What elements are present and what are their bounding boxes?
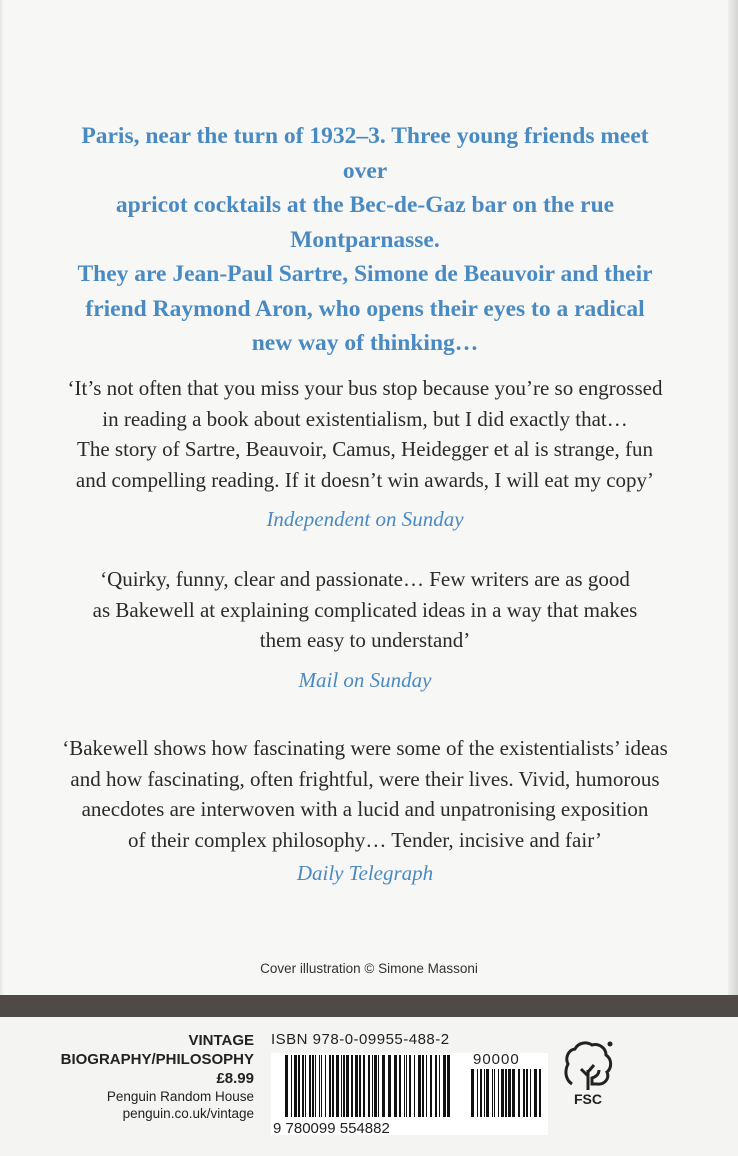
barcode-bar (294, 1055, 297, 1117)
barcode-bar (484, 1069, 485, 1117)
publisher-info (61, 1031, 254, 1122)
barcode-bar (414, 1055, 415, 1117)
barcode-bar (302, 1055, 304, 1117)
barcode-bar (426, 1055, 427, 1117)
ean-bars (285, 1055, 450, 1117)
barcode-bar (285, 1055, 288, 1117)
barcode-bar (409, 1055, 411, 1117)
barcode-bar (492, 1069, 493, 1117)
barcode-bar (518, 1069, 520, 1117)
barcode-bar (315, 1055, 316, 1117)
barcode-bar (374, 1055, 377, 1117)
barcode-bar (372, 1055, 373, 1117)
barcode-bar (534, 1069, 537, 1117)
barcode-bar (471, 1069, 474, 1117)
barcode-bar (480, 1069, 482, 1117)
addon-bars (471, 1069, 541, 1117)
barcode-bar (291, 1055, 292, 1117)
category-label: BIOGRAPHY/PHILOSOPHY (60, 1051, 254, 1068)
barcode (271, 1053, 548, 1135)
blurb-line: new way of thinking… (251, 330, 479, 356)
quote-line: ‘Quirky, funny, clear and passionate… Few writers are as good (100, 567, 630, 591)
quote-line: of their complex philosophy… Tender, incisive and fair’ (128, 827, 602, 852)
barcode-bar (355, 1055, 358, 1117)
barcode-bar (501, 1069, 504, 1117)
barcode-bar (523, 1069, 525, 1117)
imprint-label: VINTAGE (188, 1032, 254, 1049)
barcode-bar (325, 1055, 326, 1117)
quote-line: The story of Sartre, Beauvoir, Camus, Heidegger et al is strange, fun (77, 437, 653, 461)
barcode-bar (530, 1069, 531, 1117)
barcode-bar (343, 1055, 345, 1117)
barcode-bar (422, 1055, 424, 1117)
blurb-line: apricot cocktails at the Bec-de-Gaz bar on the rue Montparnasse. (115, 192, 615, 253)
barcode-bar (539, 1069, 541, 1117)
barcode-bar (363, 1055, 365, 1117)
barcode-bar (447, 1055, 450, 1117)
barcode-bar (368, 1055, 370, 1117)
barcode-bar (498, 1069, 499, 1117)
barcode-bar (329, 1055, 331, 1117)
quote-line: anecdotes are interwoven with a lucid and unpatronising exposition (81, 797, 649, 821)
barcode-bar (505, 1069, 507, 1117)
barcode-digits: 9 780099 554882 (273, 1120, 390, 1135)
review-quote-1 (60, 373, 670, 495)
barcode-bar (319, 1055, 320, 1117)
barcode-bar (439, 1055, 440, 1117)
barcode-bar (399, 1055, 401, 1117)
barcode-bar (305, 1055, 306, 1117)
review-source-3: Daily Telegraph (296, 861, 434, 885)
illustration-credit: Cover illustration © Simone Massoni (260, 961, 478, 976)
barcode-bar (341, 1055, 342, 1117)
barcode-bar (526, 1069, 528, 1117)
barcode-bar (508, 1069, 511, 1117)
barcode-bar (378, 1055, 379, 1117)
footer-band (0, 995, 738, 1017)
quote-line: as Bakewell at explaining complicated ideas in a way that makes (92, 597, 638, 622)
barcode-bar (332, 1055, 334, 1117)
fsc-label: FSC (574, 1091, 602, 1107)
barcode-bar (394, 1055, 397, 1117)
barcode-bar (382, 1055, 385, 1117)
barcode-bar (309, 1055, 311, 1117)
barcode-bar (298, 1055, 300, 1117)
barcode-bar (404, 1055, 405, 1117)
price-code: 90000 (473, 1053, 520, 1068)
review-source-1: Independent on Sunday (266, 507, 464, 531)
barcode-bar (486, 1069, 489, 1117)
barcode-bar (430, 1055, 432, 1117)
blurb-line: friend Raymond Aron, who opens their eyes to a radical (85, 295, 645, 322)
barcode-bar (388, 1055, 391, 1117)
blurb-line: They are Jean-Paul Sartre, Simone de Beauvoir and their (77, 261, 653, 287)
barcode-bar (477, 1069, 478, 1117)
barcode-bar (512, 1069, 515, 1117)
barcode-bar (494, 1069, 495, 1117)
barcode-bar (346, 1055, 349, 1117)
barcode-graphic (271, 1053, 548, 1135)
barcode-bar (435, 1055, 437, 1117)
blurb (60, 119, 670, 361)
isbn-label: ISBN 978-0-09955-488-2 (271, 1031, 450, 1048)
barcode-bar (321, 1055, 322, 1117)
fsc-logo (562, 1040, 614, 1110)
price-label: £8.99 (216, 1070, 254, 1087)
barcode-bar (443, 1055, 446, 1117)
cover-right-edge (728, 0, 738, 1156)
barcode-bar (359, 1055, 361, 1117)
barcode-bar (351, 1055, 353, 1117)
quote-line: and how fascinating, often frightful, were their lives. Vivid, humorous (70, 766, 660, 791)
publisher-name: Penguin Random House (106, 1089, 254, 1104)
barcode-bar (418, 1055, 421, 1117)
quote-line: and compelling reading. If it doesn’t win awards, I will eat my copy’ (75, 467, 655, 492)
publisher-website: penguin.co.uk/vintage (122, 1106, 254, 1121)
barcode-bar (336, 1055, 339, 1117)
quote-line: in reading a book about existentialism, but I did exactly that… (102, 406, 628, 431)
barcode-bar (312, 1055, 314, 1117)
quote-line: ‘Bakewell shows how fascinating were some of the existentialists’ ideas (62, 736, 668, 760)
review-quote-2 (60, 564, 670, 656)
quote-line: them easy to understand’ (259, 628, 471, 652)
fsc-tree-icon (562, 1040, 614, 1110)
quote-line: ‘It’s not often that you miss your bus stop because you’re so engrossed (67, 376, 663, 400)
barcode-bar (406, 1055, 407, 1117)
blurb-line: Paris, near the turn of 1932–3. Three young friends meet over (81, 123, 649, 184)
cover-left-edge (0, 0, 4, 1156)
review-source-2: Mail on Sunday (298, 668, 432, 692)
review-quote-3 (60, 733, 670, 855)
